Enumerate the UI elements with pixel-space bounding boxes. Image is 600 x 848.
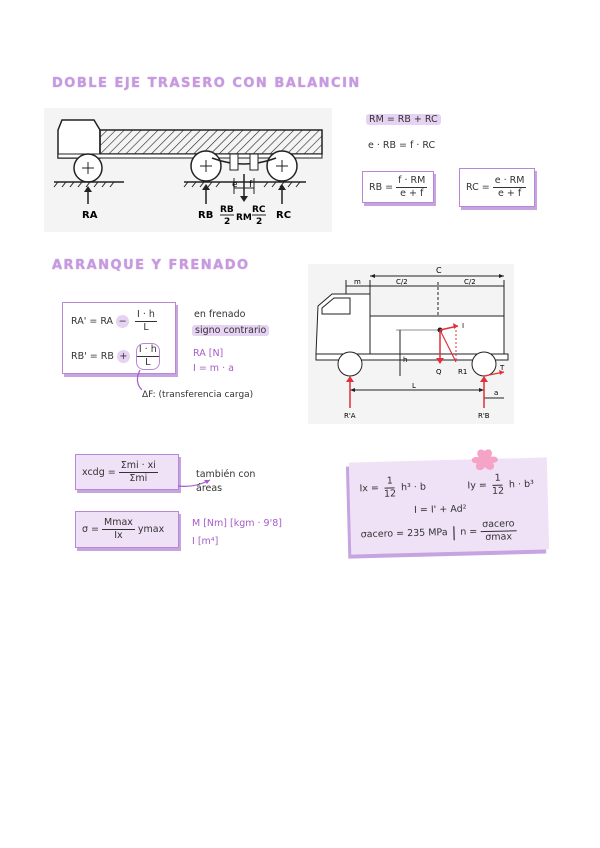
- box-rb-formula: [362, 171, 434, 203]
- flower-icon: [469, 449, 502, 474]
- dim-e: e: [232, 180, 238, 190]
- label-rb-half-den: 2: [224, 217, 231, 227]
- rc-lhs: RC =: [466, 182, 490, 193]
- dim-c2-right: C/2: [464, 278, 476, 286]
- front-wheel-2: [338, 352, 362, 376]
- box-rc-formula: [459, 168, 535, 207]
- label-rm: RM: [236, 213, 252, 223]
- xcdg-num: Σmi · xi: [120, 459, 156, 471]
- label-rc-half-den: 2: [256, 217, 263, 227]
- n-den: σmax: [485, 531, 513, 544]
- n-lhs: n =: [460, 526, 478, 538]
- n-num: σacero: [480, 518, 517, 532]
- dim-c2-left: C/2: [396, 278, 408, 286]
- section-title-balancin: DOBLE EJE TRASERO CON BALANCIN: [52, 76, 361, 91]
- iy-rhs: h · b³: [508, 478, 535, 491]
- sigma-lhs: σ =: [82, 524, 100, 535]
- rear-wheel-2: [472, 352, 496, 376]
- box-sigma-formula: [75, 511, 179, 548]
- sticky-note: Ix = $\frac{1}{12}$ h³ · b Iy = $\frac{1}{12}$ h · b³ I = I' + Ad² σacero = 235 MPa | n = $\frac{\text{σacero}}{\sigma\max}$: [349, 457, 549, 554]
- note-signo-text: signo contrario: [192, 325, 269, 336]
- rb-den: e + f: [400, 187, 424, 199]
- truck-chassis: [100, 130, 322, 154]
- ra-prime-lhs: RA' = RA: [71, 316, 114, 327]
- eq-moment-balance: e · RB = f · RC: [368, 140, 436, 151]
- note-inertia: I = m · a: [193, 363, 234, 374]
- eq-rm-sum-text: RM = RB + RC: [366, 114, 441, 125]
- sigma-den: Ix: [114, 530, 123, 541]
- note-signo: [192, 325, 269, 336]
- iy-lhs: Iy =: [467, 480, 488, 492]
- box-transfer-formulas: [62, 302, 176, 374]
- ix-den: 12: [383, 488, 397, 500]
- label-rb-half: RB: [220, 205, 234, 215]
- rb-prime-op: +: [117, 350, 130, 363]
- label-rb: RB: [198, 210, 214, 221]
- iy-num: 1: [493, 473, 503, 486]
- label-l: L: [412, 382, 416, 390]
- label-r1: R1: [458, 368, 468, 376]
- arrow-transfer: [130, 370, 150, 392]
- eq-rm-sum: [366, 114, 441, 125]
- box-cdg-formula: [75, 454, 179, 490]
- label-h: h: [403, 356, 408, 364]
- iy-den: 12: [491, 485, 505, 497]
- label-a: a: [494, 389, 499, 397]
- dim-m: m: [354, 278, 361, 286]
- label-rb-prime: R'B: [478, 412, 490, 420]
- rb-prime-num: I · h: [138, 344, 157, 355]
- ix-lhs: Ix =: [359, 482, 380, 495]
- sigma-rhs: ymax: [137, 524, 165, 535]
- note-areas: también con áreas: [196, 469, 256, 494]
- rb-lhs: RB =: [369, 181, 394, 193]
- xcdg-lhs: xcdg =: [82, 466, 116, 478]
- sigma-num: Mmax: [104, 517, 133, 528]
- xcdg-den: Σmi: [129, 472, 148, 484]
- dim-f: f: [249, 180, 253, 190]
- rc-den: e + f: [498, 188, 522, 199]
- units-moment: M [Nm] [kgm · 9'8]: [192, 518, 282, 529]
- truck-cab: [58, 120, 100, 158]
- note-frenado: en frenado: [194, 309, 246, 320]
- rb-num: f · RM: [398, 174, 426, 186]
- note-ra-units: RA [N]: [193, 348, 224, 359]
- section-title-arranque: ARRANQUE Y FRENADO: [52, 258, 250, 273]
- label-ra: RA: [82, 210, 98, 221]
- note-transfer: ΔF: (transferencia carga): [142, 390, 254, 400]
- label-rc: RC: [276, 210, 292, 221]
- braking-diagram: [308, 264, 514, 424]
- steiner-eq: I = I' + Ad²: [413, 503, 467, 516]
- ra-prime-op: −: [116, 315, 129, 328]
- ra-prime-den: L: [143, 322, 149, 333]
- acero-value: σacero = 235 MPa: [360, 527, 448, 541]
- label-q: Q: [436, 368, 442, 376]
- ix-num: 1: [385, 475, 395, 488]
- rb-prime-lhs: RB' = RB: [71, 351, 114, 362]
- dim-c: C: [436, 266, 442, 275]
- label-t: T: [500, 364, 505, 372]
- label-i: I: [462, 322, 465, 330]
- rb-prime-den: L: [145, 357, 151, 368]
- label-rc-half: RC: [252, 205, 266, 215]
- balancin-diagram: [44, 108, 332, 232]
- rc-num: e · RM: [494, 175, 525, 186]
- units-inertia: I [m⁴]: [192, 536, 219, 547]
- label-ra-prime: R'A: [344, 412, 356, 420]
- ix-rhs: h³ · b: [400, 481, 427, 494]
- ra-prime-num: I · h: [137, 309, 155, 320]
